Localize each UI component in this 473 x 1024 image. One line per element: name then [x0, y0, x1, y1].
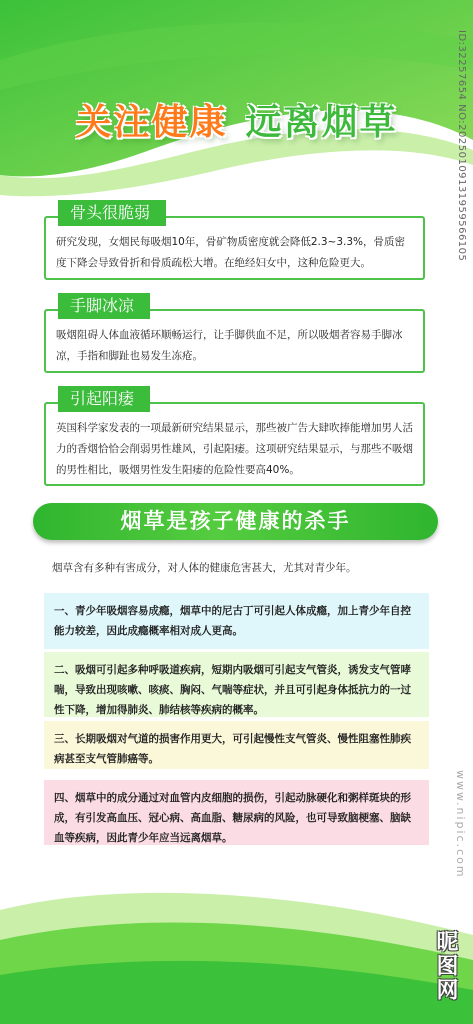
section-bones: [44, 200, 429, 280]
title-part2: 远离烟草: [245, 102, 398, 143]
watermark-text: www.nipic.com: [454, 770, 467, 879]
section-text: 研究发现，女烟民每吸烟10年，骨矿物质密度就会降低2.3~3.3%，骨质密度下降会导致骨折和骨质疏松大增。在绝经妇女中，这种危险更大。: [44, 216, 425, 280]
list-item: 二、吸烟可引起多种呼吸道疾病，短期内吸烟可引起支气管炎，诱发支气管哮喘，导致出现咳嗽、咳痰、胸闷、气喘等症状，并且可引起身体抵抗力的一过性下降，增加得肺炎、肺结核等疾病的概率。: [44, 652, 429, 717]
title-part1: 关注健康: [75, 102, 228, 143]
section-label: 骨头很脆弱: [58, 200, 166, 226]
bottom-green-swoosh: [0, 880, 473, 1024]
image-id-text: ID:32257654 NO:20250109131959566105: [456, 30, 467, 262]
intro-text: 烟草含有多种有害成分，对人体的健康危害甚大，尤其对青少年。: [52, 562, 357, 574]
section-impotence: [44, 386, 429, 478]
section-label: 手脚冰凉: [58, 293, 150, 319]
section-text: 吸烟阻碍人体血液循环顺畅运行，让手脚供血不足，所以吸烟者容易手脚冰凉，手指和脚趾也易发生冻疮。: [44, 309, 425, 373]
section-text: 英国科学家发表的一项最新研究结果显示，那些被广告大肆吹捧能增加男人活力的香烟恰恰会削弱男性雄风，引起阳痿。这项研究结果显示，与那些不吸烟的男性相比，吸烟男性发生阳痿的危险性要高40%。: [44, 402, 425, 486]
page-title: [0, 94, 473, 145]
list-item: 四、烟草中的成分通过对血管内皮细胞的损伤，引起动脉硬化和粥样斑块的形成，有引发高血压、冠心病、高血脂、糖尿病的风险，也可导致脑梗塞、脑缺血等疾病，因此青少年应当远离烟草。: [44, 780, 429, 845]
site-logo: 昵图网: [433, 930, 458, 1002]
list-item: 一、青少年吸烟容易成瘾，烟草中的尼古丁可引起人体成瘾，加上青少年自控能力较差，因此成瘾概率相对成人更高。: [44, 593, 429, 649]
section-banner: [33, 503, 438, 540]
list-item: 三、长期吸烟对气道的损害作用更大，可引起慢性支气管炎、慢性阻塞性肺疾病甚至支气管肺癌等。: [44, 721, 429, 769]
section-label: 引起阳痿: [58, 386, 150, 412]
banner-title: 烟草是孩子健康的杀手: [120, 509, 351, 533]
section-cold-hands: [44, 293, 429, 373]
